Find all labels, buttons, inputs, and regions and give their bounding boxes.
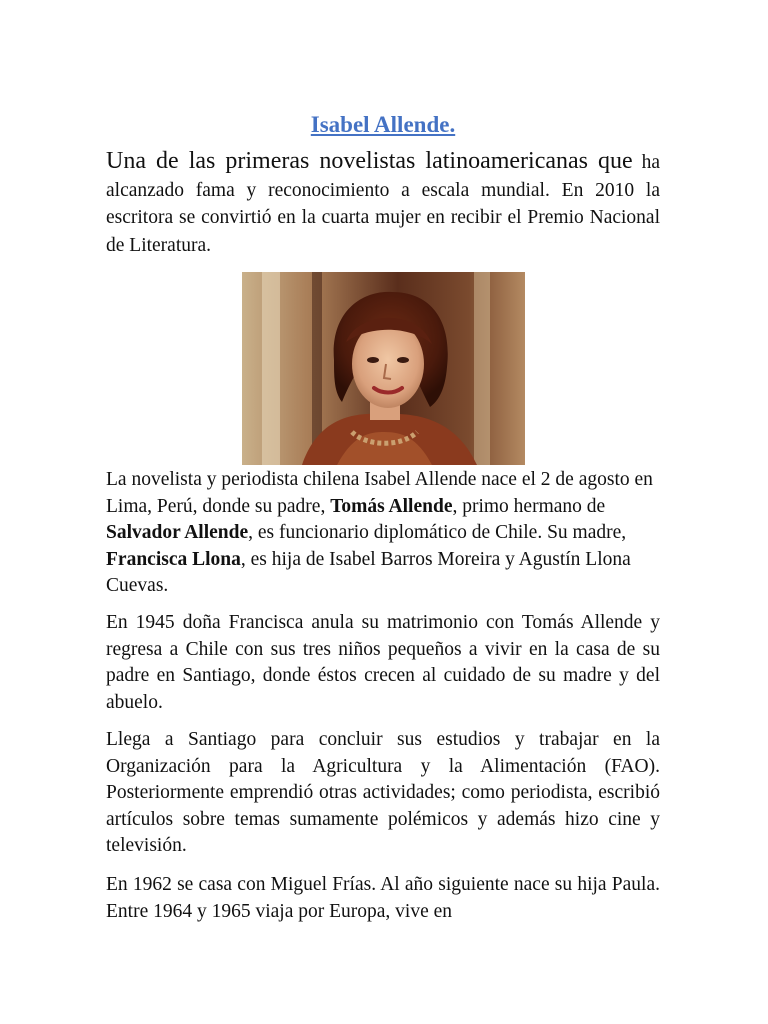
- mother-name: Francisca Llona: [106, 548, 241, 570]
- p1-text-1: La novelista y periodista chilena Isabel Allende nace el 2 de agosto en Lima, Perú, donde su padre,: [106, 469, 653, 517]
- biography-paragraph-4: En 1962 se casa con Miguel Frías. Al año siguiente nace su hija Paula. Entre 1964 y 1965 viaja por Europa, vive en: [106, 874, 660, 922]
- document-title: Isabel Allende.: [310, 112, 456, 137]
- intro-lead-text: Una de las primeras novelistas latinoamericanas que: [106, 148, 633, 174]
- portrait-illustration: [242, 272, 525, 465]
- biography-paragraph-3: Llega a Santiago para concluir sus estudios y trabajar en la Organización para la Agricultura y la Alimentación (FAO). Posteriormente emprendió otras actividades; como periodista, escribió artículos sobre temas sumamente polémicos y además hizo cine y televisión.: [106, 729, 660, 856]
- father-name: Tomás Allende: [330, 495, 453, 517]
- p1-text-2: , primo hermano de: [452, 495, 606, 517]
- p1-text-4: , es hija de Isabel Barros Moreira y Agustín Llona Cuevas.: [106, 548, 631, 596]
- biography-paragraph-2: En 1945 doña Francisca anula su matrimonio con Tomás Allende y regresa a Chile con sus tres niños pequeños a vivir en la casa de su padre en Santiago, donde éstos crecen al cuidado de su madre y del abuelo.: [106, 612, 660, 713]
- intro-paragraph: [106, 148, 660, 259]
- intro-rest-text: ha alcanzado fama y reconocimiento a escala mundial. En 2010 la escritora se convirtió en la cuarta mujer en recibir el Premio Nacional de Literatura.: [106, 152, 660, 256]
- p1-text-3: , es funcionario diplomático de Chile. Su madre,: [248, 522, 627, 543]
- biography-paragraph-1: [106, 467, 660, 600]
- author-portrait-image: [242, 272, 525, 465]
- cousin-name: Salvador Allende: [106, 522, 249, 543]
